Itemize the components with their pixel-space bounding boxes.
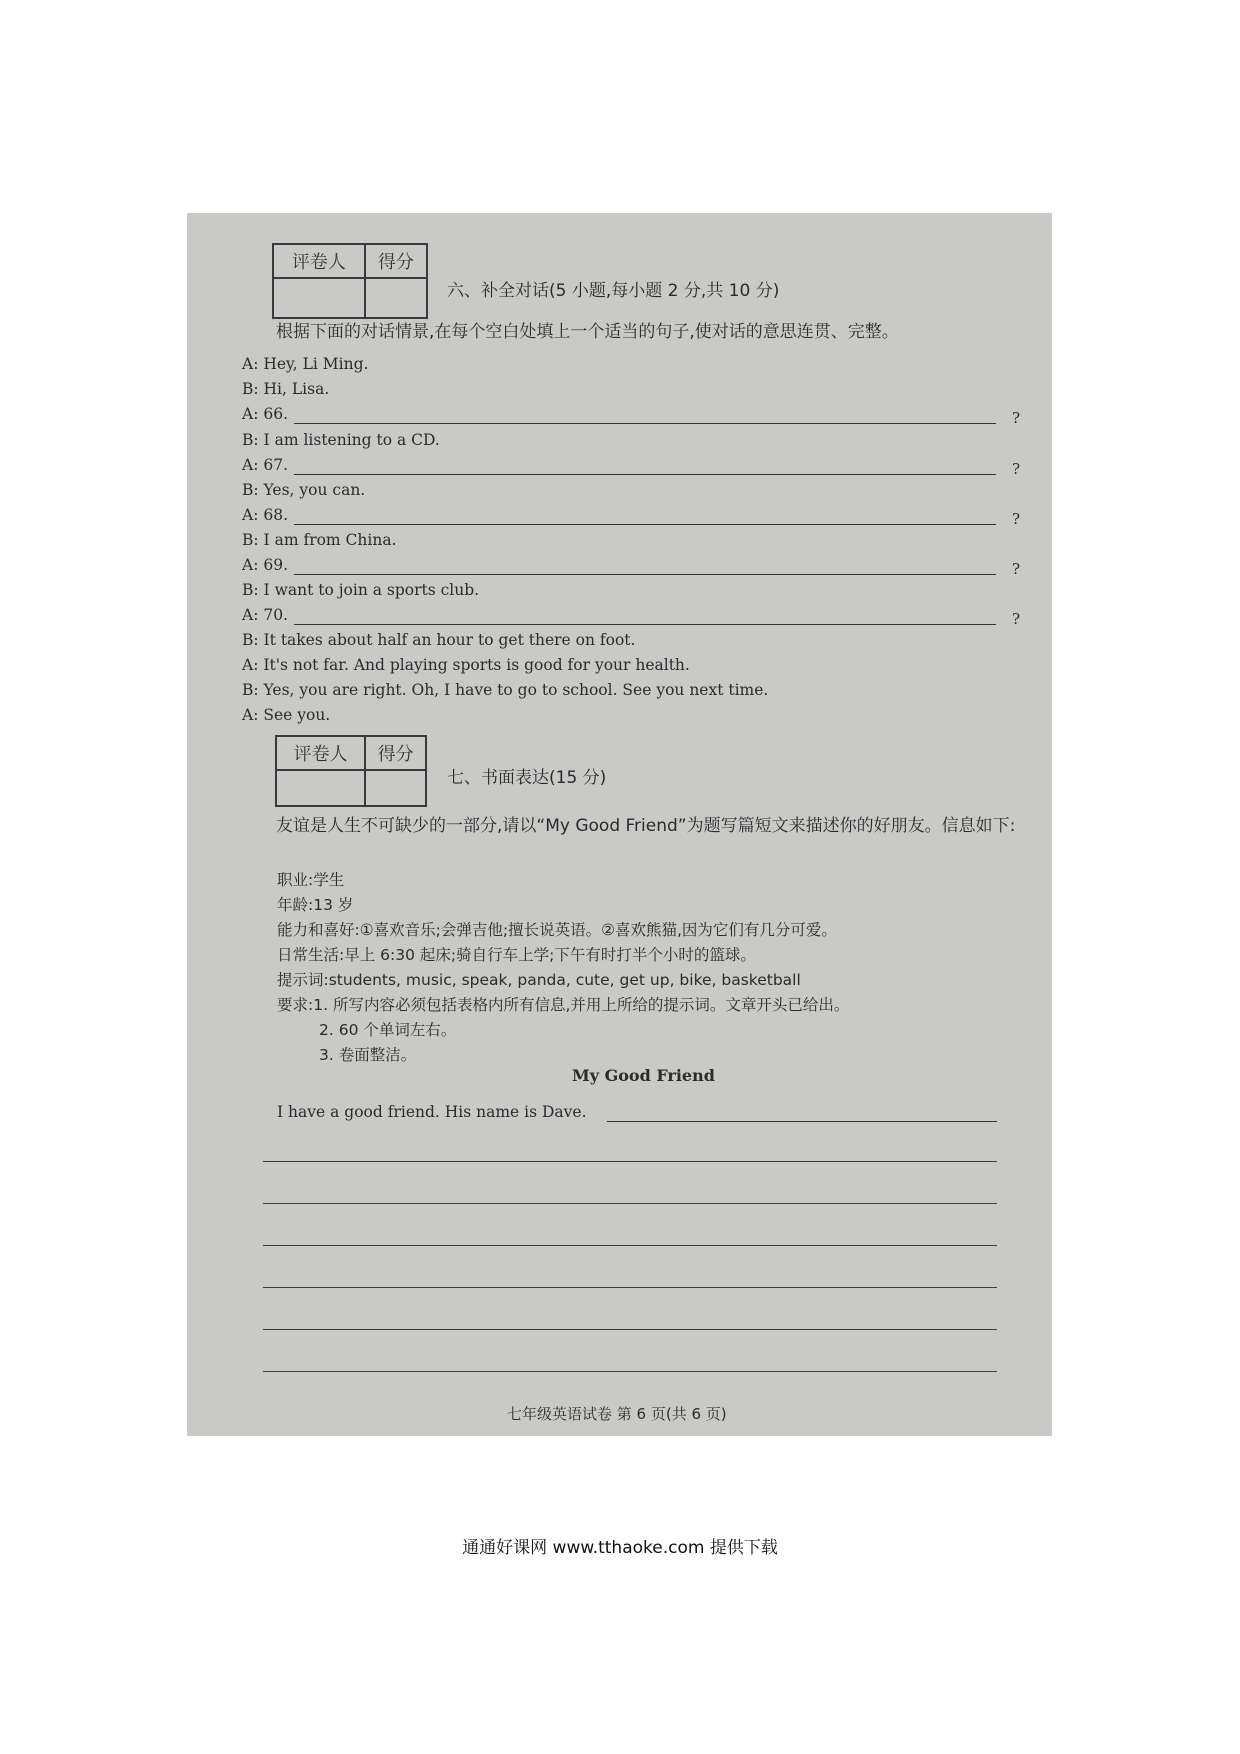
info-item: 提示词:students, music, speak, panda, cute, get up, bike, basketball	[277, 971, 801, 989]
question-mark: ?	[1012, 460, 1021, 478]
dialogue-line: B: Yes, you are right. Oh, I have to go to school. See you next time.	[242, 681, 769, 699]
info-item: 能力和喜好:①喜欢音乐;会弹吉他;擅长说英语。②喜欢熊猫,因为它们有几分可爱。	[277, 921, 837, 939]
score-label: 得分	[365, 244, 427, 278]
score-box-section7	[275, 735, 427, 807]
score-cell	[365, 278, 427, 318]
dialogue-line: A: 67.	[242, 456, 288, 474]
answer-blank-70[interactable]	[294, 624, 996, 625]
scorer-label: 评卷人	[276, 736, 365, 770]
writing-line[interactable]	[263, 1245, 997, 1246]
dialogue-line: A: Hey, Li Ming.	[242, 355, 369, 373]
writing-line[interactable]	[263, 1203, 997, 1204]
question-mark: ?	[1012, 610, 1021, 628]
dialogue-line: B: Hi, Lisa.	[242, 380, 330, 398]
exam-page-photo	[187, 213, 1052, 1436]
dialogue-line: A: 70.	[242, 606, 288, 624]
page-number: 七年级英语试卷 第 6 页(共 6 页)	[507, 1405, 727, 1423]
writing-line[interactable]	[263, 1287, 997, 1288]
section6-instructions: 根据下面的对话情景,在每个空白处填上一个适当的句子,使对话的意思连贯、完整。	[276, 322, 899, 342]
writing-prompt: 友谊是人生不可缺少的一部分,请以“My Good Friend”为题写篇短文来描述你的好朋友。信息如下:	[276, 816, 1016, 836]
info-item: 年龄:13 岁	[277, 896, 354, 914]
info-item: 要求:1. 所写内容必须包括表格内所有信息,并用上所给的提示词。文章开头已给出。	[277, 996, 850, 1014]
scorer-cell	[273, 278, 365, 318]
score-cell	[365, 770, 426, 806]
answer-blank-69[interactable]	[294, 574, 996, 575]
info-item: 2. 60 个单词左右。	[319, 1021, 457, 1039]
writing-line[interactable]	[607, 1121, 997, 1122]
info-item: 职业:学生	[277, 871, 345, 889]
answer-blank-67[interactable]	[294, 474, 996, 475]
dialogue-line: B: It takes about half an hour to get there on foot.	[242, 631, 636, 649]
dialogue-line: A: See you.	[242, 706, 331, 724]
answer-blank-66[interactable]	[294, 423, 996, 424]
scorer-label: 评卷人	[273, 244, 365, 278]
essay-opening: I have a good friend. His name is Dave.	[277, 1103, 587, 1121]
writing-line[interactable]	[263, 1329, 997, 1330]
question-mark: ?	[1012, 510, 1021, 528]
dialogue-line: B: I am from China.	[242, 531, 397, 549]
score-box-section6	[272, 243, 428, 319]
dialogue-line: A: 69.	[242, 556, 288, 574]
dialogue-line: A: 66.	[242, 405, 288, 423]
section6-title: 六、补全对话(5 小题,每小题 2 分,共 10 分)	[447, 281, 780, 301]
dialogue-line: A: It's not far. And playing sports is good for your health.	[242, 656, 690, 674]
dialogue-line: A: 68.	[242, 506, 288, 524]
dialogue-line: B: Yes, you can.	[242, 481, 366, 499]
site-footer: 通通好课网 www.tthaoke.com 提供下载	[462, 1538, 778, 1558]
score-label: 得分	[365, 736, 426, 770]
essay-title: My Good Friend	[572, 1066, 715, 1085]
writing-line[interactable]	[263, 1371, 997, 1372]
dialogue-line: B: I am listening to a CD.	[242, 431, 440, 449]
info-item: 3. 卷面整洁。	[319, 1046, 417, 1064]
dialogue-line: B: I want to join a sports club.	[242, 581, 480, 599]
section7-title: 七、书面表达(15 分)	[447, 768, 607, 788]
scorer-cell	[276, 770, 365, 806]
question-mark: ?	[1012, 409, 1021, 427]
question-mark: ?	[1012, 560, 1021, 578]
answer-blank-68[interactable]	[294, 524, 996, 525]
writing-line[interactable]	[263, 1161, 997, 1162]
info-item: 日常生活:早上 6:30 起床;骑自行车上学;下午有时打半个小时的篮球。	[277, 946, 756, 964]
